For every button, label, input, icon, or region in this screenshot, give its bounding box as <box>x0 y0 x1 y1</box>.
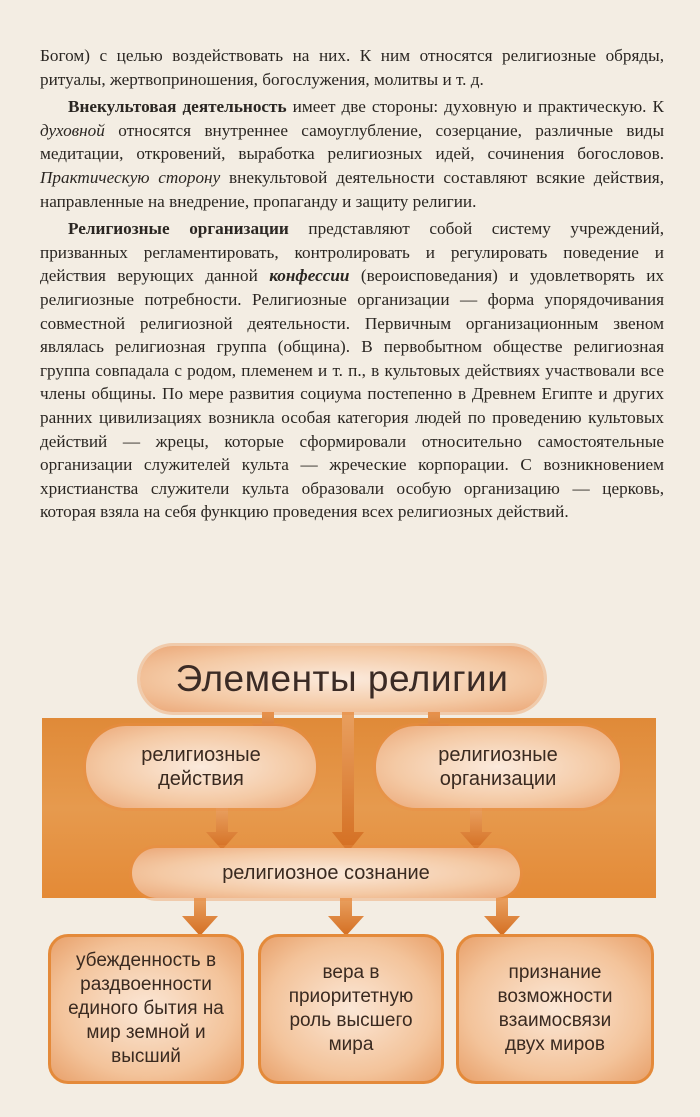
belief-interconnection-box: признание возможности взаимосвязи двух миров <box>456 934 654 1084</box>
arrow-orgs-down <box>460 808 492 850</box>
paragraph-3: Религиозные организации представляют собой систему учреждений, призванных регламентировать, контролировать и регулировать поведение и действия верующих данной конфессии (вероисповедания) и удовлетворять их религиозные потребности. Религиозные организации — форма упорядочивания совместной религиозной деятельности. Первичным организационным звеном являлась религиозная группа (община). В первобытном обществе религиозная группа совпадала с родом, племенем и т. п., в культовых действиях участвовали все члены общины. По мере развития социума постепенно в Древнем Египте и других ранних цивилизациях возникла особая категория людей по проведению культовых действий — жрецы, которые сформировали относительно самостоятельные организации служителей культа — жреческие корпорации. С возникновением христианства служители культа образовали особую организацию — церковь, которая взяла на себя функцию проведения всех религиозных действий. <box>40 219 664 522</box>
religious-organizations-node: религиозные организации <box>376 726 620 808</box>
arrow-actions-down <box>206 808 238 850</box>
belief-priority-box: вера в приоритетную роль высшего мира <box>258 934 444 1084</box>
term-extracult: Внекультовая деятельность <box>68 97 287 117</box>
religious-actions-node: религиозные действия <box>86 726 316 808</box>
arrow-to-box1 <box>182 898 218 936</box>
arrow-to-box3 <box>484 898 520 936</box>
diagram-title: Элементы религии <box>140 646 544 712</box>
belief-duality-box: убежденность в раздвоенности единого бытия на мир земной и высший <box>48 934 244 1084</box>
term-organizations: Религиозные организации <box>68 219 289 239</box>
religious-consciousness-node: религиозное сознание <box>132 848 520 898</box>
arrow-to-box2 <box>328 898 364 936</box>
arrow-to-consciousness <box>332 710 364 852</box>
paragraph-1: Богом) с целью воздействовать на них. К ним относятся религиозные обряды, ритуалы, жертвоприношения, богослужения, молитвы и т. д. <box>40 46 664 89</box>
religion-elements-diagram <box>0 640 700 1117</box>
paragraph-2: Внекультовая деятельность имеет две стороны: духовную и практическую. К духовной относятся внутреннее самоуглубление, созерцание, различные виды медитации, откровений, выработка религиозных идей, сочинения богословов. Практическую сторону внекультовой деятельности составляют всякие действия, направленные на внедрение, пропаганду и защиту религии. <box>40 97 664 211</box>
body-text <box>40 44 664 524</box>
